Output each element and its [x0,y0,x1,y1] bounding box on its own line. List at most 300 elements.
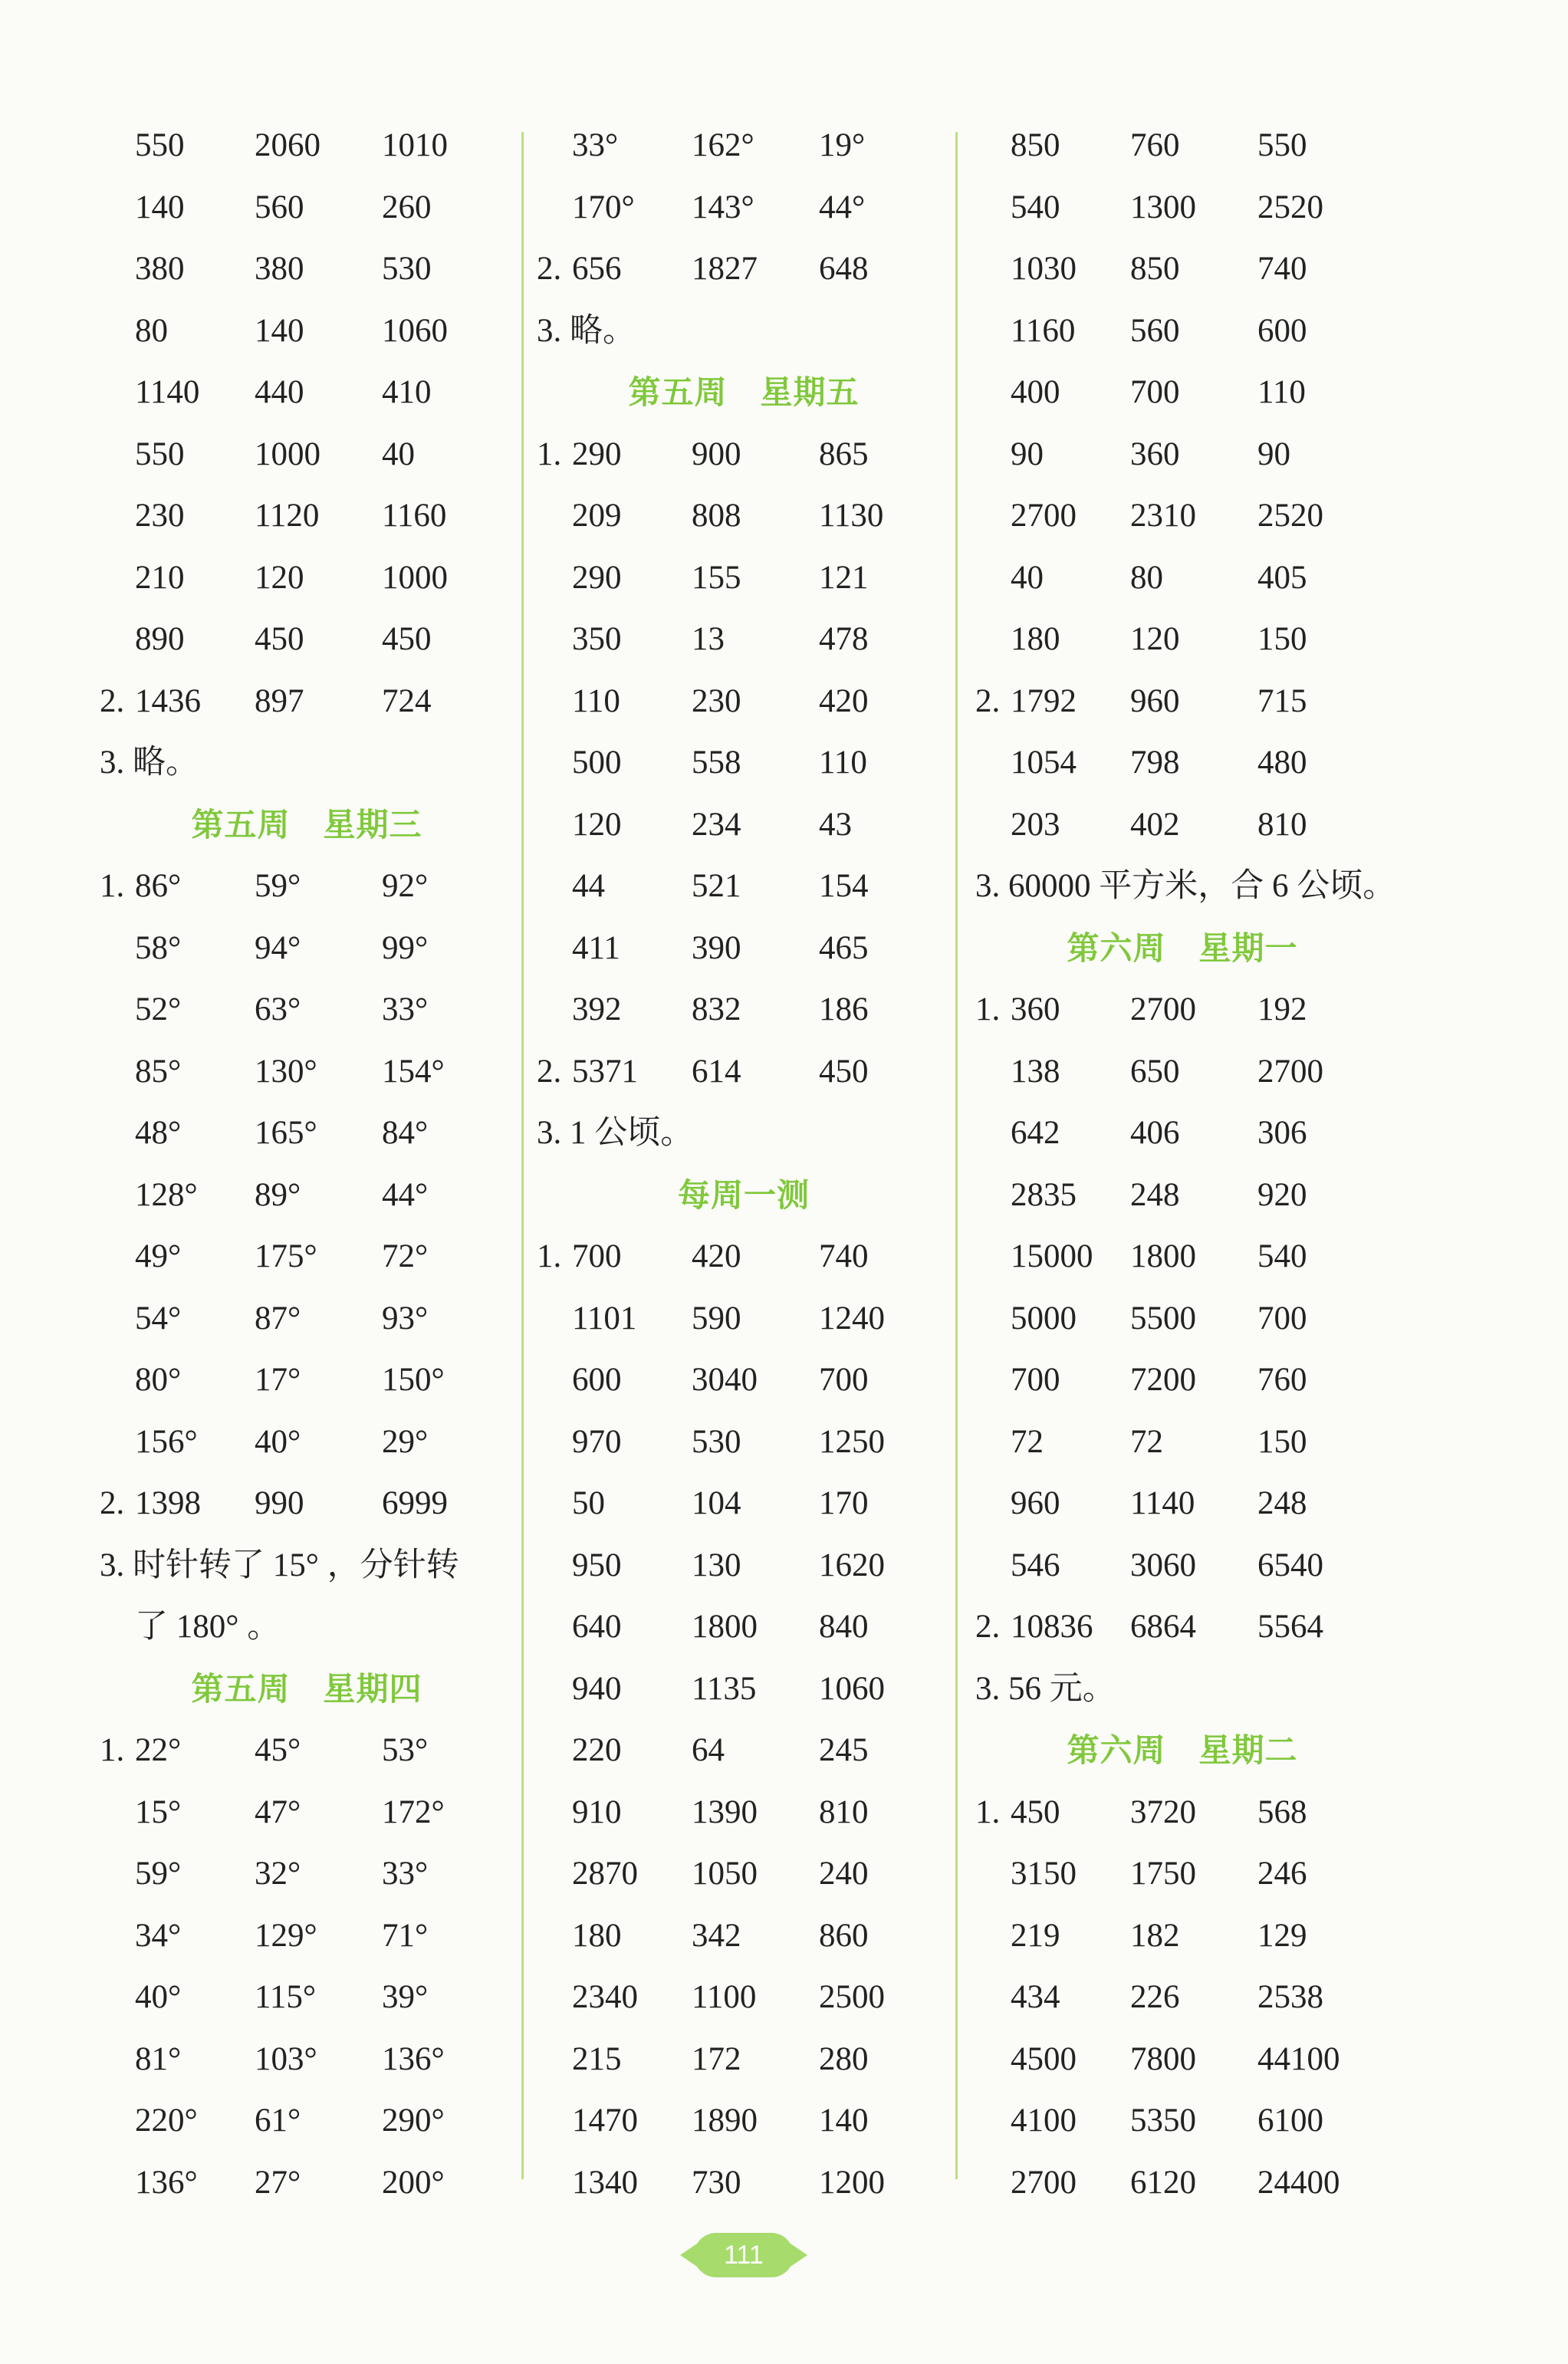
answer-row [100,856,529,918]
answer-text: 了 180° 。 [135,1609,281,1645]
answer-row [100,1103,529,1165]
answer-cell: 1060 [382,312,448,349]
answer-text: 3. 1 公顷。 [537,1115,694,1151]
answer-cell: 890 [135,621,185,657]
answer-cell: 2700 [1130,991,1196,1027]
answer-cell: 72 [1011,1423,1044,1460]
answer-cell: 40 [1011,559,1044,596]
answer-cell: 186 [819,991,869,1027]
answer-cell: 33° [572,127,619,163]
section-heading: 第六周 星期二 [1067,1731,1298,1769]
answer-text: 3. 56 元。 [975,1670,1116,1707]
answer-cell: 724 [382,682,432,719]
answer-text-line [100,1596,529,1659]
answer-row [975,238,1405,301]
answer-cell: 155 [692,559,741,596]
answer-cell: 34° [135,1917,182,1954]
answer-cell: 1470 [572,2103,638,2139]
answer-cell: 642 [1011,1115,1060,1151]
answer-cell: 44° [382,1176,429,1213]
section-heading: 第五周 星期四 [191,1669,422,1708]
answer-row [537,1596,966,1659]
answer-cell: 1200 [819,2164,885,2201]
answer-cell: 130° [255,1053,317,1090]
answer-row [537,1288,966,1350]
answer-cell: 306 [1257,1115,1307,1151]
answer-cell: 700 [819,1362,869,1398]
answer-cell: 560 [255,189,304,225]
answer-cell: 39° [382,1979,429,2015]
answer-cell: 450 [1011,1794,1060,1830]
answer-cell: 420 [819,682,869,719]
answer-cell: 760 [1130,127,1180,163]
answer-cell: 3720 [1130,1794,1196,1830]
answer-cell: 1135 [692,1670,757,1707]
answer-cell: 360 [1011,991,1060,1027]
answer-cell: 808 [692,498,741,534]
answer-cell: 40° [255,1423,301,1460]
answer-cell: 130 [692,1547,741,1583]
answer-row [975,1596,1405,1659]
answer-row [100,115,529,177]
answer-cell: 150 [1257,621,1307,657]
answer-row [537,1226,966,1288]
answer-cell: 15000 [1011,1238,1093,1274]
answer-cell: 450 [255,621,304,657]
answer-cell: 44 [572,868,605,904]
answer-cell: 22° [135,1732,182,1768]
answer-cell: 47° [255,1794,301,1830]
answer-cell: 44100 [1257,2040,1340,2077]
answer-cell: 1100 [692,1979,757,2015]
answer-cell: 5500 [1130,1300,1196,1337]
answer-cell: 940 [572,1670,622,1707]
answer-cell: 99° [382,929,429,966]
answer-cell: 1390 [692,1794,758,1830]
answer-row [975,177,1405,239]
answer-cell: 2310 [1130,498,1196,534]
answer-cell: 260 [382,189,432,225]
answer-row [100,918,529,980]
answer-cell: 568 [1257,1794,1307,1830]
answer-row [975,1350,1405,1412]
answer-cell: 2520 [1257,189,1323,225]
answer-cell: 832 [692,991,741,1027]
answer-cell: 290° [382,2103,445,2139]
answer-row [100,1473,529,1535]
answer-cell: 1250 [819,1423,885,1460]
answer-cell: 94° [255,929,301,966]
answer-cell: 226 [1130,1979,1180,2015]
answer-text: 3. 略。 [100,745,199,781]
answer-cell: 392 [572,991,622,1027]
answer-row [975,979,1405,1041]
answer-cell: 246 [1257,1856,1307,1892]
answer-row [537,1659,966,1721]
answer-cell: 434 [1011,1979,1060,2015]
answer-row [975,1165,1405,1227]
answer-row [975,1473,1405,1535]
answer-row [100,1041,529,1103]
answer-cell: 50 [572,1485,605,1521]
answer-cell: 154° [382,1053,445,1090]
answer-cell: 128° [135,1176,198,1213]
answer-row [537,2029,966,2091]
answer-cell: 182 [1130,1917,1180,1954]
answer-cell: 104 [692,1485,741,1521]
answer-cell: 1620 [819,1547,885,1583]
answer-cell: 32° [255,1856,301,1892]
answer-row [537,1843,966,1905]
answer-cell: 860 [819,1917,869,1954]
answer-row [100,671,529,733]
answer-cell: 33° [382,991,429,1027]
answer-cell: 180 [1011,621,1060,657]
answer-cell: 1827 [692,251,758,287]
answer-row [537,1473,966,1535]
answer-cell: 200° [382,2164,445,2201]
answer-cell: 43 [819,806,852,843]
answer-cell: 1120 [255,498,320,534]
answer-cell: 2520 [1257,498,1323,534]
answer-cell: 1130 [819,498,884,534]
answer-cell: 80 [135,312,168,349]
answer-row [100,485,529,547]
answer-cell: 10836 [1011,1609,1093,1645]
answer-cell: 450 [819,1053,869,1090]
answer-row [975,1288,1405,1350]
answer-row [537,1041,966,1103]
answer-cell: 58° [135,929,182,966]
answer-cell: 59° [255,868,301,904]
answer-cell: 80° [135,1362,182,1398]
answer-cell: 700 [1257,1300,1307,1337]
answer-column-1 [100,115,529,2214]
answer-cell: 162° [692,127,754,163]
question-number: 2. [100,682,125,719]
answer-cell: 650 [1130,1053,1180,1090]
answer-row [975,794,1405,856]
answer-cell: 48° [135,1115,182,1151]
answer-cell: 406 [1130,1115,1180,1151]
answer-cell: 380 [255,251,304,287]
answer-cell: 1398 [135,1485,201,1521]
answer-cell: 5350 [1130,2103,1196,2139]
answer-cell: 400 [1011,374,1060,410]
answer-cell: 960 [1130,682,1180,719]
answer-row [537,732,966,794]
answer-row [537,2090,966,2152]
answer-cell: 402 [1130,806,1180,843]
answer-cell: 450 [382,621,432,657]
answer-cell: 730 [692,2164,741,2201]
answer-row [975,1535,1405,1597]
answer-row [975,547,1405,610]
answer-column-3 [975,115,1405,2214]
answer-row [975,2029,1405,2091]
answer-text-line [100,1535,529,1597]
answer-cell: 1800 [692,1609,758,1645]
answer-row [975,2152,1405,2214]
answer-cell: 342 [692,1917,741,1954]
answer-row [100,979,529,1041]
answer-cell: 810 [1257,806,1307,843]
answer-row [100,177,529,239]
answer-cell: 92° [382,868,429,904]
answer-cell: 2835 [1011,1176,1077,1213]
answer-cell: 33° [382,1856,429,1892]
answer-cell: 990 [255,1485,304,1521]
answer-cell: 521 [692,868,741,904]
answer-cell: 558 [692,745,741,781]
answer-row [975,671,1405,733]
answer-row [975,1041,1405,1103]
answer-cell: 219 [1011,1917,1060,1954]
answer-cell: 900 [692,436,741,472]
answer-row [100,1288,529,1350]
answer-cell: 2700 [1011,2164,1077,2201]
answer-cell: 209 [572,498,622,534]
answer-cell: 103° [255,2040,317,2077]
answer-cell: 7200 [1130,1362,1196,1398]
answer-cell: 3060 [1130,1547,1196,1583]
answer-cell: 6999 [382,1485,448,1521]
answer-row [100,1350,529,1412]
answer-cell: 2060 [255,127,321,163]
answer-cell: 600 [572,1362,622,1398]
answer-cell: 129° [255,1917,317,1954]
answer-text: 3. 时针转了 15° ，分针转 [100,1547,459,1583]
answer-cell: 81° [135,2040,182,2077]
answer-row [537,1782,966,1844]
answer-row [975,1905,1405,1968]
answer-cell: 61° [255,2103,301,2139]
answer-row [975,609,1405,671]
answer-cell: 850 [1130,251,1180,287]
question-number: 2. [537,1053,562,1090]
answer-cell: 13 [692,621,725,657]
answer-cell: 810 [819,1794,869,1830]
answer-cell: 172° [382,1794,445,1830]
answer-cell: 140 [135,189,185,225]
answer-cell: 71° [382,1917,429,1954]
answer-cell: 1750 [1130,1856,1196,1892]
answer-row [100,1412,529,1474]
answer-row [537,424,966,486]
answer-column-2 [537,115,966,2214]
answer-row [537,856,966,918]
page-number-badge: 111 [694,2233,794,2277]
answer-row [537,1412,966,1474]
answer-row [537,547,966,610]
answer-cell: 110 [572,682,620,719]
answer-cell: 7800 [1130,2040,1196,2077]
answer-cell: 540 [1011,189,1060,225]
answer-cell: 230 [135,498,185,534]
answer-cell: 920 [1257,1176,1307,1213]
answer-cell: 1300 [1130,189,1196,225]
answer-row [100,1843,529,1905]
answer-cell: 45° [255,1732,301,1768]
answer-row [100,609,529,671]
answer-row [537,238,966,301]
answer-cell: 550 [135,436,185,472]
answer-cell: 550 [1257,127,1307,163]
question-number: 2. [975,682,1001,719]
answer-cell: 440 [255,374,304,410]
section-heading: 第五周 星期三 [191,805,422,843]
answer-cell: 656 [572,251,622,287]
answer-row [100,1905,529,1968]
question-number: 2. [100,1485,125,1521]
answer-cell: 27° [255,2164,301,2201]
answer-cell: 86° [135,868,182,904]
answer-cell: 850 [1011,127,1060,163]
answer-row [537,1720,966,1782]
answer-row [100,1226,529,1288]
answer-row [537,918,966,980]
answer-row [100,424,529,486]
answer-cell: 1436 [135,682,201,719]
answer-cell: 5564 [1257,1609,1323,1645]
answer-cell: 215 [572,2040,622,2077]
answer-cell: 52° [135,991,182,1027]
answer-cell: 290 [572,436,622,472]
answer-cell: 72 [1130,1423,1163,1460]
answer-cell: 4100 [1011,2103,1077,2139]
answer-cell: 540 [1257,1238,1307,1274]
answer-cell: 500 [572,745,622,781]
answer-cell: 465 [819,929,869,966]
answer-cell: 248 [1130,1176,1180,1213]
answer-cell: 240 [819,1856,869,1892]
answer-row [537,671,966,733]
answer-cell: 93° [382,1300,429,1337]
answer-cell: 1140 [135,374,200,410]
answer-row [100,2090,529,2152]
answer-cell: 360 [1130,436,1180,472]
answer-cell: 180 [572,1917,622,1954]
answer-row [537,115,966,177]
answer-cell: 798 [1130,745,1180,781]
answer-row [537,2152,966,2214]
answer-cell: 192 [1257,991,1307,1027]
answer-row [100,1165,529,1227]
answer-cell: 120 [255,559,304,596]
answer-cell: 90 [1011,436,1044,472]
answer-row [975,485,1405,547]
answer-cell: 897 [255,682,304,719]
answer-row [975,1967,1405,2029]
answer-cell: 2870 [572,1856,638,1892]
answer-cell: 614 [692,1053,741,1090]
answer-cell: 44° [819,189,866,225]
answer-cell: 600 [1257,312,1307,349]
answer-cell: 53° [382,1732,429,1768]
section-heading: 每周一测 [677,1175,810,1214]
answer-cell: 640 [572,1609,622,1645]
answer-cell: 390 [692,929,741,966]
answer-cell: 550 [135,127,185,163]
answer-text-line [975,1659,1405,1721]
answer-cell: 150 [1257,1423,1307,1460]
answer-cell: 150° [382,1362,445,1398]
answer-cell: 80 [1130,559,1163,596]
question-number: 2. [537,251,562,287]
answer-cell: 5371 [572,1053,638,1090]
answer-row [537,177,966,239]
answer-cell: 89° [255,1176,301,1213]
answer-cell: 54° [135,1300,182,1337]
answer-cell: 950 [572,1547,622,1583]
answer-text-line [537,1103,966,1165]
answer-cell: 648 [819,251,869,287]
answer-cell: 1340 [572,2164,638,2201]
answer-cell: 2700 [1257,1053,1323,1090]
answer-cell: 170° [572,189,635,225]
answer-cell: 172 [692,2040,741,2077]
answer-row [537,1967,966,2029]
answer-cell: 85° [135,1053,182,1090]
answer-cell: 3040 [692,1362,758,1398]
answer-cell: 63° [255,991,301,1027]
answer-row [100,547,529,610]
answer-row [537,485,966,547]
answer-cell: 405 [1257,559,1307,596]
answer-row [975,732,1405,794]
answer-cell: 1101 [572,1300,637,1337]
answer-row [975,1782,1405,1844]
answer-cell: 175° [255,1238,317,1274]
answer-cell: 220° [135,2103,198,2139]
answer-cell: 1054 [1011,745,1077,781]
answer-cell: 72° [382,1238,429,1274]
answer-row [100,362,529,424]
answer-cell: 120 [572,806,622,843]
answer-cell: 29° [382,1423,429,1460]
answer-row [100,238,529,301]
answer-cell: 3150 [1011,1856,1077,1892]
answer-cell: 87° [255,1300,301,1337]
answer-cell: 865 [819,436,869,472]
answer-cell: 1050 [692,1856,758,1892]
question-number: 1. [537,1238,562,1274]
answer-cell: 156° [135,1423,198,1460]
answer-cell: 140 [255,312,304,349]
answer-cell: 136° [382,2040,445,2077]
answer-cell: 590 [692,1300,741,1337]
section-heading: 第六周 星期一 [1067,929,1298,967]
answer-cell: 1800 [1130,1238,1196,1274]
answer-text-line [100,732,529,794]
answer-row [537,1535,966,1597]
answer-cell: 290 [572,559,622,596]
answer-cell: 154 [819,868,869,904]
answer-cell: 6864 [1130,1609,1196,1645]
question-number: 1. [100,1732,125,1768]
section-heading: 第五周 星期五 [628,373,860,411]
answer-cell: 129 [1257,1917,1307,1954]
answer-cell: 143° [692,189,754,225]
answer-cell: 248 [1257,1485,1307,1521]
question-number: 1. [975,1794,1001,1830]
answer-cell: 970 [572,1423,622,1460]
answer-cell: 411 [572,929,620,966]
answer-cell: 715 [1257,682,1307,719]
question-number: 1. [537,436,562,472]
answer-cell: 115° [255,1979,317,2015]
answer-cell: 760 [1257,1362,1307,1398]
